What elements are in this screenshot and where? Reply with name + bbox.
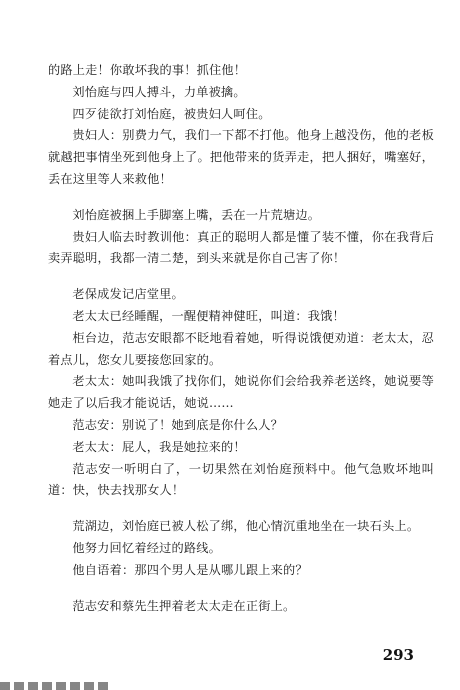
section-gap xyxy=(48,582,434,596)
paragraph: 他努力回忆着经过的路线。 xyxy=(72,540,222,555)
scan-edge-mark xyxy=(0,682,110,690)
paragraph: 柜台边，范志安眼都不眨地看着她，听得说饿便劝道：老太太，忍着点儿，您女儿要接您回家的。 xyxy=(48,330,434,367)
paragraph: 范志安和蔡先生押着老太太走在正街上。 xyxy=(72,598,296,613)
section-gap xyxy=(48,191,434,205)
paragraph: 的路上走！你敢坏我的事！抓住他！ xyxy=(48,63,247,77)
paragraph: 刘怡庭与四人搏斗，力单被擒。 xyxy=(72,84,246,99)
paragraph: 荒湖边，刘怡庭已被人松了绑，他心情沉重地坐在一块石头上。 xyxy=(72,519,420,534)
section-gap xyxy=(48,502,434,516)
paragraph: 贵妇人临去时教训他：真正的聪明人都是懂了装不懂，你在我背后卖弄聪明，我都一清二楚，到头来就是你自己害了你！ xyxy=(48,229,434,266)
paragraph: 范志安：别说了！她到底是你什么人？ xyxy=(72,417,283,432)
paragraph: 老太太已经睡醒，一醒便精神健旺，叫道：我饿！ xyxy=(72,308,345,323)
paragraph: 贵妇人：别费力气，我们一下都不打他。他身上越没伤，他的老板就越把事情坐死到他身上了。把他带来的货弄走，把人捆好，嘴塞好，丢在这里等人来救他！ xyxy=(48,128,434,186)
paragraph: 老太太：屁人，我是她拉来的！ xyxy=(72,439,246,454)
page-body xyxy=(48,60,434,617)
section-gap xyxy=(48,270,434,284)
paragraph: 老保成发记店堂里。 xyxy=(72,287,184,302)
paragraph: 四歹徒欲打刘怡庭，被贵妇人呵住。 xyxy=(72,106,271,121)
paragraph: 老太太：她叫我饿了找你们，她说你们会给我养老送终，她说要等她走了以后我才能说话，她说…… xyxy=(48,374,434,411)
paragraph: 他自语着：那四个男人是从哪儿跟上来的？ xyxy=(72,562,308,577)
page-number: 293 xyxy=(382,646,414,664)
paragraph: 范志安一听明白了，一切果然在刘怡庭预料中。他气急败坏地叫道：快，快去找那女人！ xyxy=(48,461,434,498)
paragraph: 刘怡庭被捆上手脚塞上嘴，丢在一片荒塘边。 xyxy=(72,207,321,222)
